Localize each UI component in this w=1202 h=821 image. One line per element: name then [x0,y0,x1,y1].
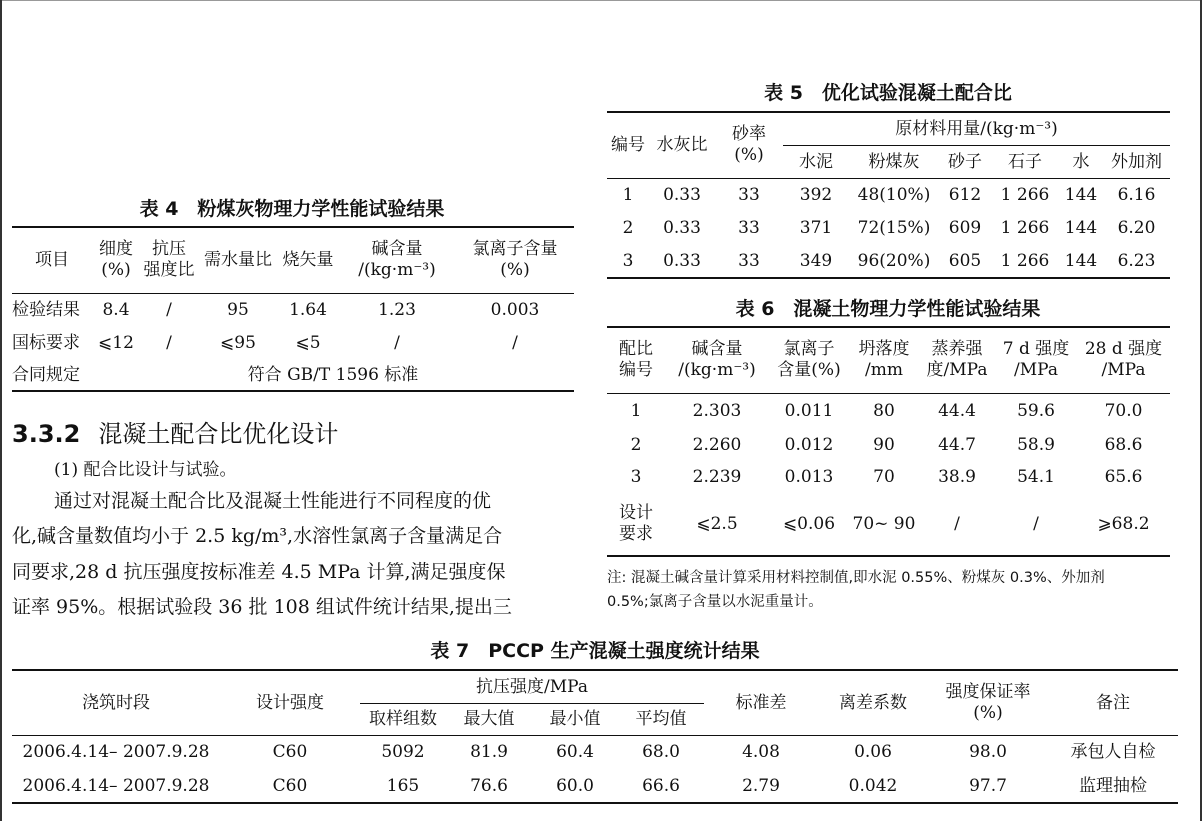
table4-header-cell: 抗压 强度比 [140,227,198,293]
table-cell: 3 [630,466,642,487]
table4-header-cell: 项目 [12,227,92,293]
table-cell: 54.1 [1017,466,1055,487]
table-cell: C60 [272,775,308,796]
table-cell: 60.4 [556,742,594,763]
table-cell: 0.042 [848,775,898,796]
table-cell: 70 [873,466,895,487]
table6-header-cell: 7 d 强度 /MPa [995,327,1077,393]
table-cell: 2.303 [692,400,742,421]
table4-header-cell: 碱含量 /(kg·m⁻³) [338,227,456,293]
table5 [607,111,1170,279]
table5-subheader-cell: 水 [1059,145,1103,178]
table6-note-line: 注: 混凝土碱含量计算采用材料控制值,即水泥 0.55%、粉煤灰 0.3%、外加剂 [607,570,1105,586]
table-cell: 48(10%) [857,185,931,206]
table5-header-sand: 砂率 (%) [715,112,783,178]
table5-subheader-cell: 石子 [991,145,1059,178]
table-cell: ⩽0.06 [782,513,836,534]
table4-header-cell: 氯离子含量 (%) [456,227,574,293]
table-cell: 0.33 [663,185,701,206]
table5-subheader-cell: 外加剂 [1103,145,1170,178]
table-cell: 68.6 [1104,434,1143,455]
table-cell: 33 [738,185,760,206]
table-row [607,212,1170,244]
table-cell: 90 [873,434,895,455]
table-cell: 0.011 [784,400,834,421]
table-cell: / [954,513,960,534]
table7-subheader-cell: 最小值 [532,703,618,735]
table7-header-cv: 离差系数 [818,670,928,735]
table-cell: 4.08 [742,742,780,763]
table-cell: 1 266 [1000,218,1050,238]
table-cell: / [166,300,172,321]
table-cell: 3 [622,250,634,271]
table-cell: 33 [738,250,760,271]
table-row [607,178,1170,212]
table4-header-cell: 需水量比 [198,227,278,293]
table-cell: ⩽12 [98,333,134,353]
table7-header-group: 抗压强度/MPa [360,670,704,703]
table7-header-rate: 强度保证率 (%) [928,670,1048,735]
table-cell: 165 [386,775,420,796]
table-cell: 70.0 [1104,400,1143,421]
table6-header-cell: 氯离子 含量(%) [769,327,849,393]
table-cell: 6.20 [1117,218,1156,238]
table-cell: / [166,333,172,353]
table7-subheader-cell: 平均值 [618,703,704,735]
table-cell: 392 [799,185,833,206]
table-cell: ⩽95 [220,333,256,353]
table-cell: 44.4 [938,400,976,421]
table5-header-id: 编号 [607,112,649,178]
table6-header-cell: 坍落度 /mm [849,327,919,393]
paragraph-line: 通过对混凝土配合比及混凝土性能进行不同程度的优 [54,490,492,512]
table-cell: 1 [622,185,634,206]
table7-header-remark: 备注 [1048,670,1178,735]
table6-caption: 表 6 混凝土物理力学性能试验结果 [735,298,1041,320]
table5-header-row [607,112,1170,145]
table-cell: ⩽5 [295,333,321,353]
table-row [607,461,1170,492]
table5-subheader-cell: 砂子 [939,145,991,178]
table-cell: 0.013 [784,466,834,487]
table-cell: 6.16 [1117,185,1156,206]
table5-caption: 表 5 优化试验混凝土配合比 [764,82,1012,104]
table6-note-line: 0.5%;氯离子含量以水泥重量计。 [607,594,823,610]
table-cell: 97.7 [969,775,1007,796]
table6-header-cell: 蒸养强 度/MPa [919,327,995,393]
table7-subheader-cell: 取样组数 [360,703,446,735]
table6-header-cell: 配比 编号 [607,327,665,393]
table-cell: 2 [630,434,642,455]
table-cell: C60 [272,742,308,763]
table6-header-row [607,327,1170,393]
table5-subheader-cell: 水泥 [783,145,849,178]
table-cell: 59.6 [1017,400,1055,421]
table-cell: 98.0 [969,742,1007,763]
table7-subheader-cell: 最大值 [446,703,532,735]
table7-header-period: 浇筑时段 [12,670,220,735]
table-cell: 44.7 [938,434,976,455]
table-cell: 609 [948,218,982,238]
table-cell: 0.003 [490,300,540,321]
table4-header-cell: 细度 (%) [92,227,140,293]
table-cell: 605 [948,250,982,271]
table6-header-cell: 碱含量 /(kg·m⁻³) [665,327,769,393]
table-cell: 0.33 [663,218,701,238]
table-cell: 1 266 [1000,185,1050,206]
table-cell: 80 [873,400,895,421]
table-row [607,492,1170,556]
table-cell: 监理抽检 [1079,775,1147,796]
table-cell: 符合 GB/T 1596 标准 [247,364,419,385]
paragraph-line: 化,碱含量数值均小于 2.5 kg/m³,水溶性氯离子含量满足合 [12,525,503,547]
table-cell: 1 266 [1000,250,1050,271]
table7-header-design: 设计强度 [220,670,360,735]
table-cell: 合同规定 [12,364,80,385]
table-cell: 设计 要求 [619,502,653,544]
table-cell: / [1033,513,1039,534]
section-subtitle: (1) 配合比设计与试验。 [54,460,237,480]
paragraph-line: 同要求,28 d 抗压强度按标准差 4.5 MPa 计算,满足强度保 [12,561,506,583]
table-cell: 国标要求 [12,333,80,353]
table-row [607,428,1170,461]
table-cell: 60.0 [556,775,594,796]
table-cell: 144 [1064,218,1098,238]
table4-header-row [12,227,574,293]
table4 [12,226,574,392]
table-cell: 2.79 [742,775,780,796]
table-cell: 2.239 [692,466,742,487]
table-row [607,393,1170,428]
table4-header-cell: 烧矢量 [278,227,338,293]
table7 [12,669,1178,804]
page-top-edge [0,0,1202,1]
table-cell: ⩾68.2 [1097,513,1150,534]
table-cell: 检验结果 [12,300,80,321]
table-cell: 1 [630,400,642,421]
table-cell: 0.06 [854,742,892,763]
table-cell: / [394,333,400,353]
table-cell: 33 [738,218,760,238]
table-row [12,293,574,327]
section-title: 混凝土配合比优化设计 [98,420,339,448]
table5-header-group: 原材料用量/(kg·m⁻³) [783,112,1170,145]
table-cell: 144 [1064,185,1098,206]
table-row [12,359,574,391]
table5-header-wc: 水灰比 [649,112,715,178]
paragraph-line: 证率 95%。根据试验段 36 批 108 组试件统计结果,提出三 [12,596,512,618]
table-cell: / [512,333,518,353]
table-cell: 66.6 [642,775,680,796]
table-cell: 72(15%) [857,218,931,238]
table4-caption: 表 4 粉煤灰物理力学性能试验结果 [139,198,445,220]
table-cell: 承包人自检 [1070,742,1156,763]
table-cell: 612 [948,185,982,206]
table-cell: 2 [622,218,634,238]
table-cell: 38.9 [938,466,976,487]
table7-caption: 表 7 PCCP 生产混凝土强度统计结果 [430,640,760,662]
table-cell: 68.0 [642,742,680,763]
table-cell: 1.23 [378,300,416,321]
table-cell: 8.4 [102,300,130,321]
table-row [12,769,1178,803]
table-cell: 0.33 [663,250,701,271]
table-cell: 81.9 [470,742,508,763]
table-cell: 0.012 [784,434,834,455]
table-cell: 371 [799,218,833,238]
table-cell: 5092 [381,742,425,763]
table-cell: 76.6 [470,775,508,796]
table-cell: 2006.4.14– 2007.9.28 [22,775,210,796]
table-cell: 6.23 [1117,250,1156,271]
table-cell: 144 [1064,250,1098,271]
table5-subheader-cell: 粉煤灰 [849,145,939,178]
table6 [607,326,1170,557]
table-cell: 70~ 90 [852,513,916,534]
table-row [607,244,1170,278]
table-cell: 65.6 [1104,466,1143,487]
table-cell: 58.9 [1017,434,1055,455]
page-left-edge [0,0,2,821]
section-heading [12,414,338,449]
table7-header-row [12,670,1178,703]
table-cell: ⩽2.5 [696,513,738,534]
table-cell: 349 [799,250,833,271]
table-cell: 96(20%) [857,250,931,271]
table-cell: 2.260 [692,434,742,455]
table-cell: 95 [227,300,249,321]
section-number: 3.3.2 [12,420,81,448]
table7-header-std: 标准差 [704,670,818,735]
table-cell: 1.64 [289,300,327,321]
table-row [12,327,574,359]
table-row [12,735,1178,769]
table-cell: 2006.4.14– 2007.9.28 [22,742,210,763]
table6-header-cell: 28 d 强度 /MPa [1077,327,1170,393]
